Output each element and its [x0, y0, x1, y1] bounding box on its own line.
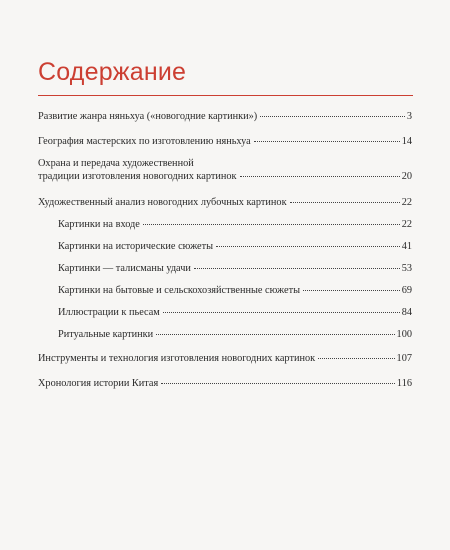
toc-entry-title-line1: Охрана и передача художественной: [38, 158, 194, 169]
toc-entry-title: Хронология истории Китая: [38, 378, 159, 389]
toc-subentry: [58, 306, 412, 319]
toc-entry-title-line2: традиции изготовления новогодних картинок: [38, 171, 237, 182]
toc-entry-title: Картинки на исторические сюжеты: [58, 241, 214, 252]
toc-entry: [38, 135, 412, 148]
toc-entry-page: 116: [396, 378, 412, 389]
dot-leader: [254, 141, 400, 142]
toc-entry-page: 107: [396, 353, 412, 364]
toc-entry: [38, 110, 412, 123]
toc-subentry: [58, 240, 412, 253]
toc-entry-title: Картинки — талисманы удачи: [58, 263, 191, 274]
toc-entry-page: 84: [401, 307, 412, 318]
toc-entry-page: 22: [401, 197, 412, 208]
toc-entry-page: 69: [401, 285, 412, 296]
toc-subentry: [58, 284, 412, 297]
toc-entry-title: Иллюстрации к пьесам: [58, 307, 160, 318]
dot-leader: [156, 334, 394, 335]
toc-subentry: [58, 218, 412, 231]
toc-entry-title: Ритуальные картинки: [58, 329, 154, 340]
dot-leader: [216, 246, 400, 247]
toc-entry-page: 41: [401, 241, 412, 252]
toc-entry-page: 22: [401, 219, 412, 230]
dot-leader: [303, 290, 400, 291]
toc-entry-title: География мастерских по изготовлению няньхуа: [38, 136, 251, 147]
toc-entry: [38, 157, 412, 183]
toc-entry-title: Картинки на бытовые и сельскохозяйственные сюжеты: [58, 285, 301, 296]
toc-entry-page: 14: [401, 136, 412, 147]
toc-title: Содержание: [38, 58, 187, 86]
toc-entry-page: 100: [396, 329, 412, 340]
dot-leader: [161, 383, 395, 384]
dot-leader: [240, 176, 400, 177]
toc-entry-page: 20: [401, 171, 412, 182]
dot-leader: [260, 116, 405, 117]
dot-leader: [318, 358, 394, 359]
toc-subentry: [58, 328, 412, 341]
toc-subentry: [58, 262, 412, 275]
toc-entry-title: Развитие жанра няньхуа («новогодние картинки»): [38, 111, 258, 122]
dot-leader: [143, 224, 400, 225]
toc-entry: [38, 196, 412, 209]
toc-entry-page: 53: [401, 263, 412, 274]
toc-entry-page: 3: [406, 111, 412, 122]
toc-entry-title: Инструменты и технология изготовления новогодних картинок: [38, 353, 316, 364]
toc-entry: [38, 352, 412, 365]
toc-entry-title: Картинки на входе: [58, 219, 140, 230]
dot-leader: [163, 312, 400, 313]
dot-leader: [290, 202, 400, 203]
toc-entry-title: Художественный анализ новогодних лубочных картинок: [38, 197, 287, 208]
toc-entry: [38, 377, 412, 390]
dot-leader: [194, 268, 400, 269]
